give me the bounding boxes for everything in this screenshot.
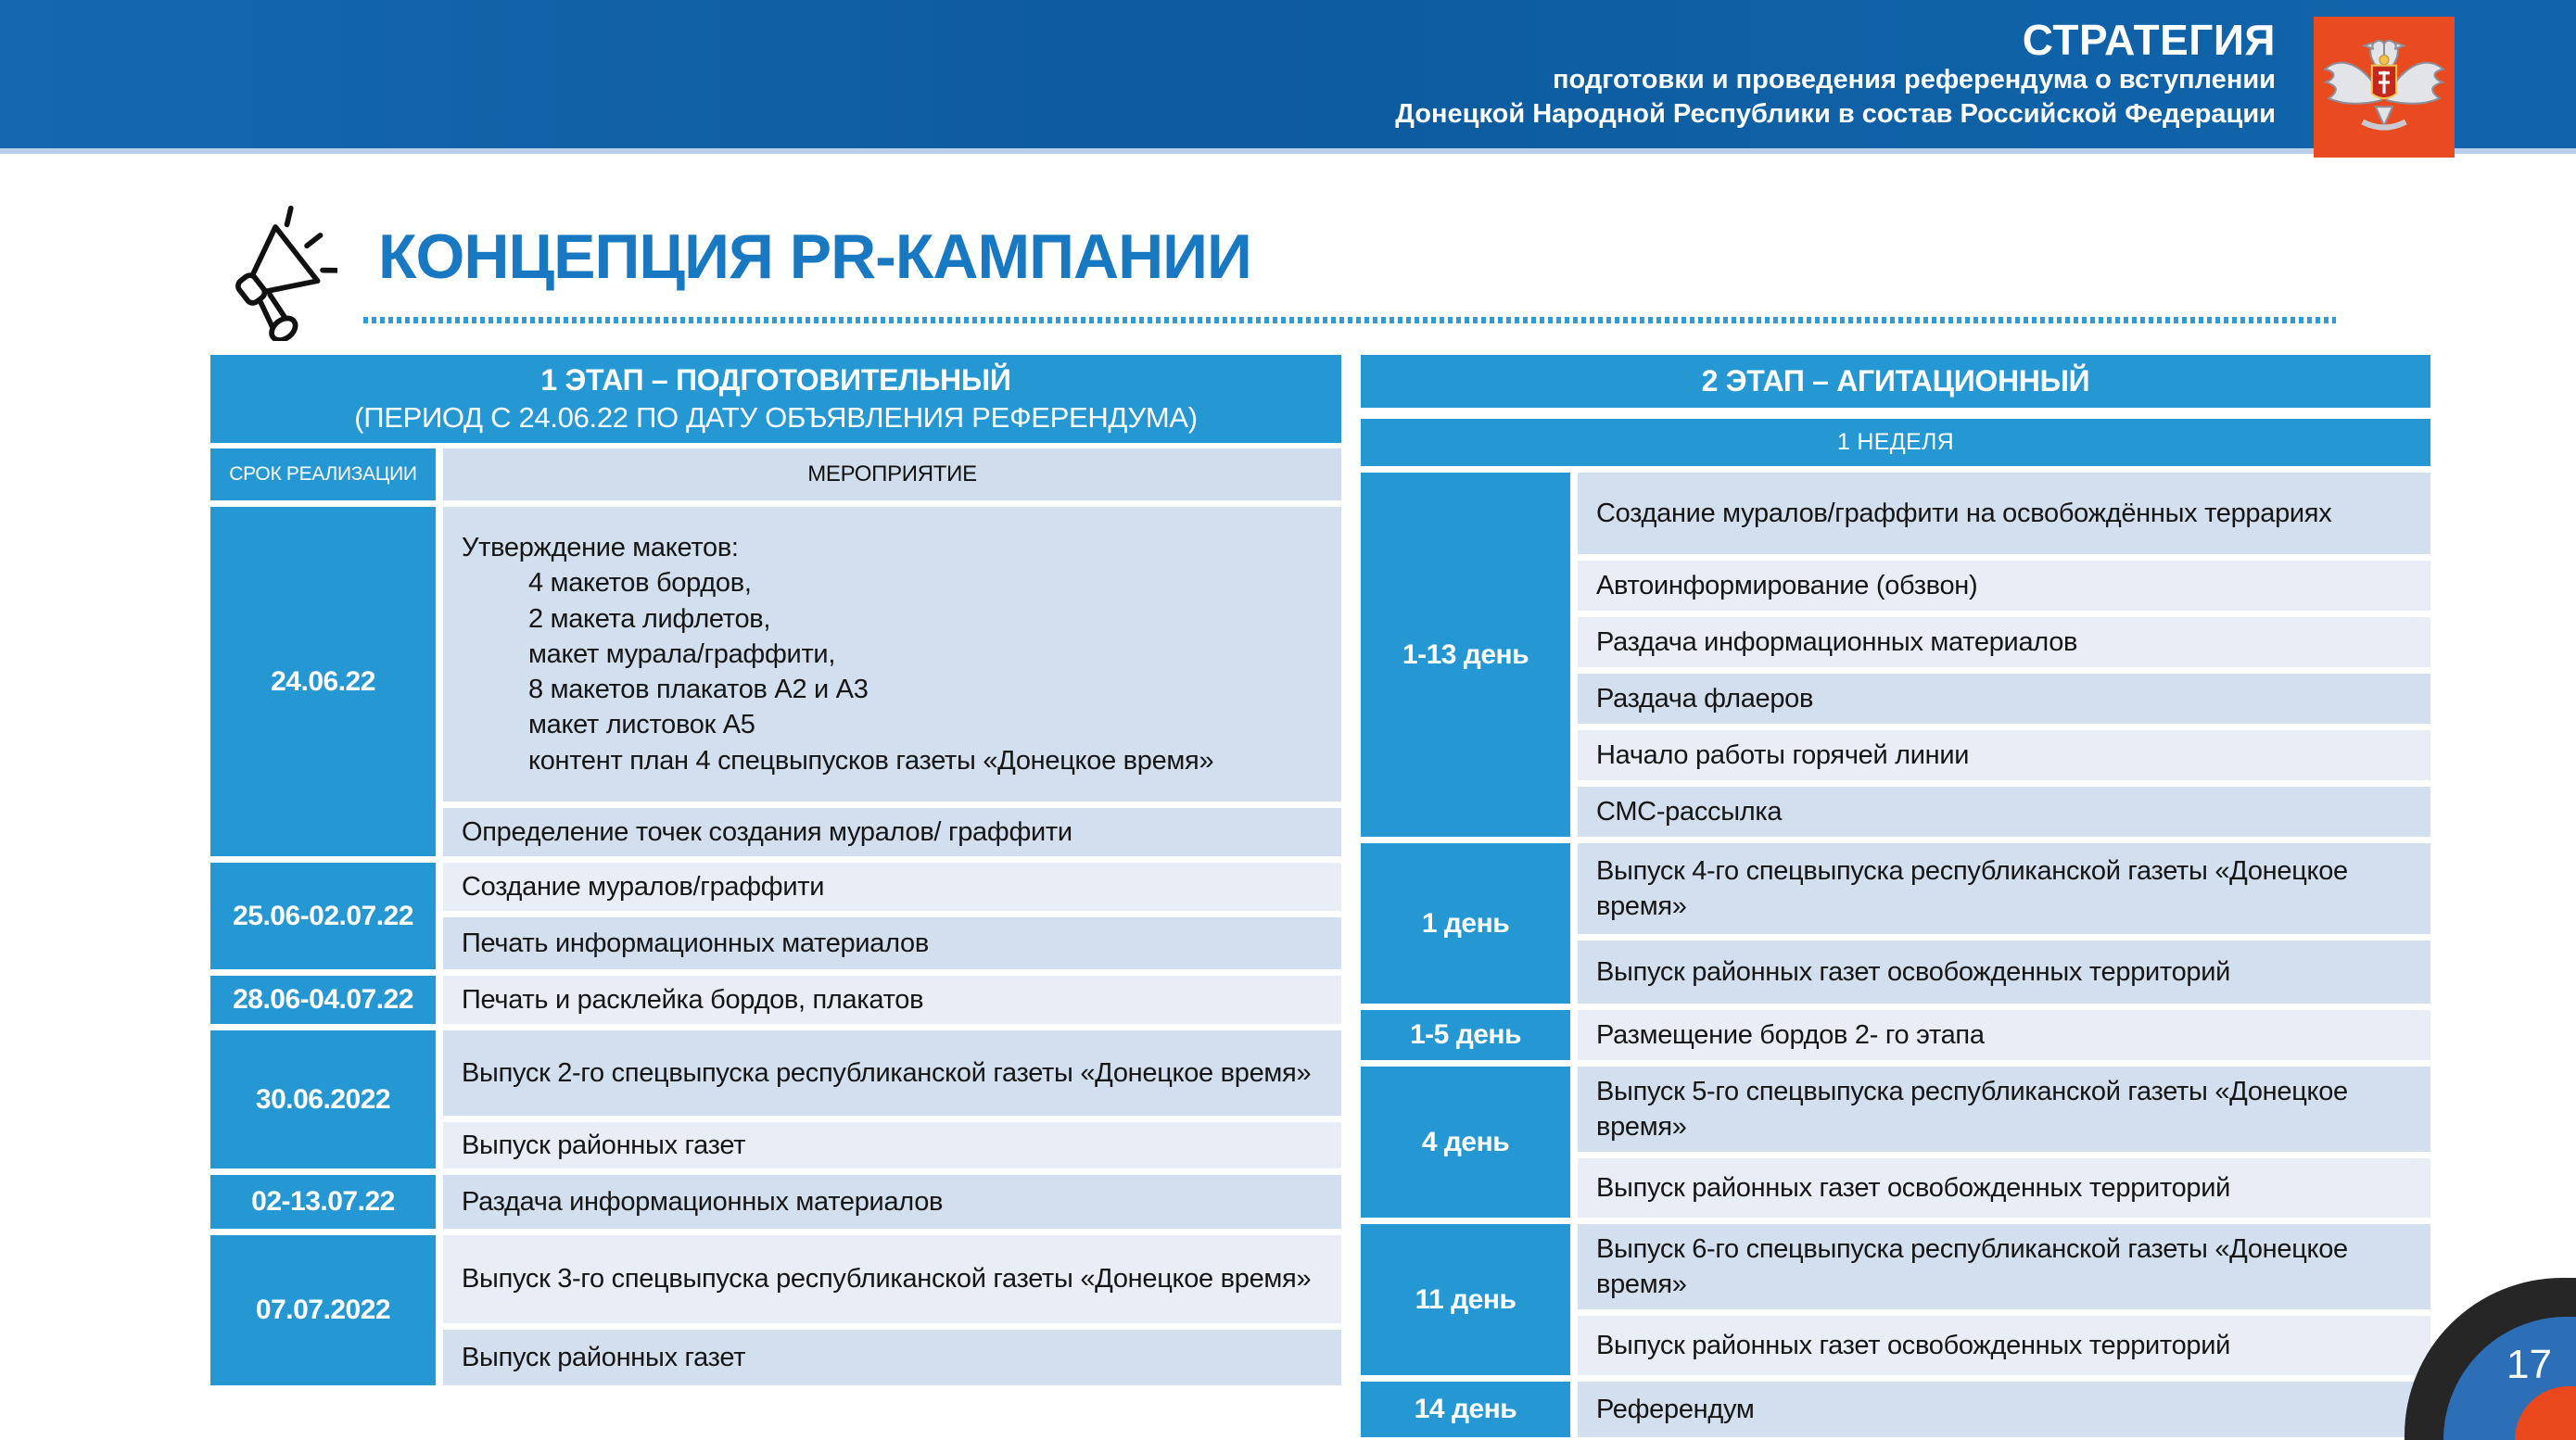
table-row-group [1361, 1224, 2430, 1375]
date-cell: 28.06-04.07.22 [210, 976, 436, 1024]
date-cell: 1-13 день [1361, 473, 1570, 837]
date-cell: 02-13.07.22 [210, 1175, 436, 1229]
stage1-title: 1 ЭТАП – ПОДГОТОВИТЕЛЬНЫЙ [540, 362, 1011, 397]
dnr-coat-of-arms-icon [2314, 17, 2455, 158]
stage1-column-headers [210, 448, 1341, 500]
activity-line: макет мурала/граффити, [528, 638, 836, 669]
activity-cell: Размещение бордов 2- го этапа [1578, 1010, 2430, 1060]
activity-cell: Выпуск 6-го спецвыпуска республиканской газеты «Донецкое время» [1578, 1224, 2430, 1309]
banner-subtitle-line2: Донецкой Народной Республики в состав Российской Федерации [1395, 99, 2276, 130]
column-header-activity: МЕРОПРИЯТИЕ [443, 448, 1341, 500]
table-row-group [1361, 1067, 2430, 1218]
activity-cell: Начало работы горячей линии [1578, 730, 2430, 780]
activity-cell [443, 507, 1341, 802]
stage1-table-header [210, 355, 1341, 443]
stage2-title: 2 ЭТАП – АГИТАЦИОННЫЙ [1701, 364, 2090, 398]
stage1-table [210, 355, 1341, 1385]
activity-cell: СМС-рассылка [1578, 787, 2430, 837]
stage2-table-header [1361, 355, 2430, 408]
activity-cell: Выпуск районных газет освобожденных территорий [1578, 1158, 2430, 1218]
page-title: КОНЦЕПЦИЯ PR-КАМПАНИИ [378, 221, 1251, 292]
activity-cell: Печать информационных материалов [443, 917, 1341, 969]
table-row-group [1361, 1382, 2430, 1437]
activity-cell: Выпуск районных газет [443, 1330, 1341, 1385]
activity-cell: Выпуск 2-го спецвыпуска республиканской газеты «Донецкое время» [443, 1030, 1341, 1116]
table-row-group [1361, 473, 2430, 837]
megaphone-icon [206, 206, 337, 341]
title-underline-dotted [363, 317, 2336, 323]
top-banner [0, 0, 2576, 154]
activity-cell: Создание муралов/граффити [443, 863, 1341, 911]
table-row-group [210, 1030, 1341, 1168]
activity-cell: Выпуск районных газет освобожденных территорий [1578, 1316, 2430, 1375]
date-cell: 24.06.22 [210, 507, 436, 856]
date-cell: 14 день [1361, 1382, 1570, 1437]
activity-line: 8 макетов плакатов А2 и А3 [528, 675, 869, 705]
column-header-term: СРОК РЕАЛИЗАЦИИ [210, 448, 436, 500]
activity-cell: Выпуск 5-го спецвыпуска республиканской газеты «Донецкое время» [1578, 1067, 2430, 1152]
activity-cell: Определение точек создания муралов/ граффити [443, 808, 1341, 856]
activity-cell: Выпуск 3-го спецвыпуска республиканской газеты «Донецкое время» [443, 1235, 1341, 1323]
date-cell: 07.07.2022 [210, 1235, 436, 1385]
date-cell: 30.06.2022 [210, 1030, 436, 1168]
table-row-group [210, 1175, 1341, 1229]
activity-cell: Автоинформирование (обзвон) [1578, 561, 2430, 611]
activity-cell: Печать и расклейка бордов, плакатов [443, 976, 1341, 1024]
activity-cell: Создание муралов/граффити на освобождённых террариях [1578, 473, 2430, 554]
activity-line: Утверждение макетов: [462, 533, 739, 563]
activity-line: 2 макета лифлетов, [528, 603, 771, 634]
table-row-group [210, 1235, 1341, 1385]
date-cell: 25.06-02.07.22 [210, 863, 436, 969]
activity-cell: Раздача флаеров [1578, 674, 2430, 724]
banner-subtitle-line1: подготовки и проведения референдума о вступлении [1553, 65, 2276, 95]
banner-title: СТРАТЕГИЯ [2022, 15, 2276, 64]
activity-cell: Раздача информационных материалов [1578, 617, 2430, 667]
date-cell: 1 день [1361, 843, 1570, 1004]
table-row-group [210, 863, 1341, 969]
date-cell: 1-5 день [1361, 1010, 1570, 1060]
table-row-group [210, 507, 1341, 856]
page-number: 17 [2506, 1342, 2552, 1387]
activity-line: макет листовок А5 [528, 710, 755, 740]
table-row-group [210, 976, 1341, 1024]
activity-cell: Выпуск 4-го спецвыпуска республиканской газеты «Донецкое время» [1578, 843, 2430, 934]
activity-line: контент план 4 спецвыпусков газеты «Донецкое время» [528, 745, 1214, 776]
activity-cell: Референдум [1578, 1382, 2430, 1437]
date-cell: 4 день [1361, 1067, 1570, 1218]
table-row-group [1361, 843, 2430, 1004]
activity-cell: Раздача информационных материалов [443, 1175, 1341, 1229]
date-cell: 11 день [1361, 1224, 1570, 1375]
table-row-group [1361, 1010, 2430, 1060]
stage1-period: (ПЕРИОД С 24.06.22 ПО ДАТУ ОБЪЯВЛЕНИЯ РЕФЕРЕНДУМА) [354, 401, 1198, 435]
activity-line: 4 макетов бордов, [528, 568, 752, 599]
stage2-table [1361, 355, 2430, 1437]
activity-cell: Выпуск районных газет [443, 1122, 1341, 1168]
stage2-week-band: 1 НЕДЕЛЯ [1361, 419, 2430, 466]
activity-cell: Выпуск районных газет освобожденных территорий [1578, 941, 2430, 1004]
